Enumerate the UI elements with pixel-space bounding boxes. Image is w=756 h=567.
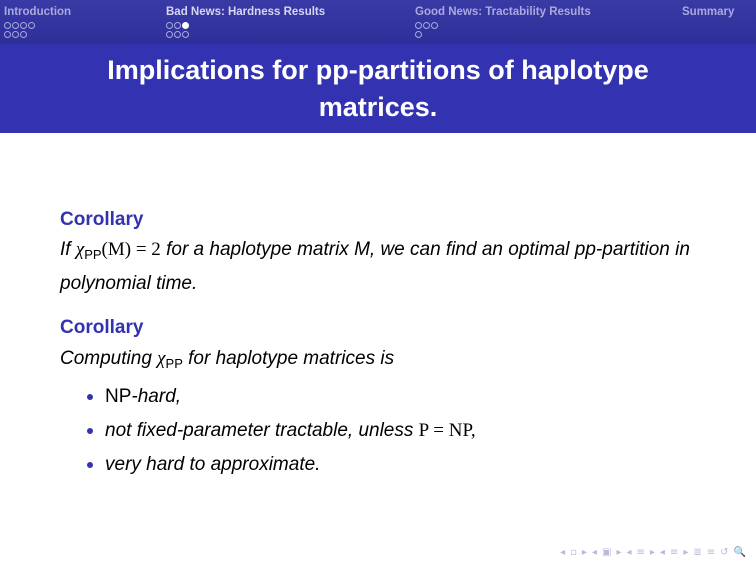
block-title: Corollary xyxy=(60,209,144,230)
section-navigation-bar xyxy=(0,0,756,44)
text: for haplotype matrices is xyxy=(188,348,395,369)
next-document-icon[interactable]: ▸ xyxy=(683,546,689,558)
frame-dot[interactable] xyxy=(4,31,11,38)
bullet-icon xyxy=(87,462,93,468)
nav-section-good-news[interactable] xyxy=(415,5,591,40)
chi-subscript: PP xyxy=(165,356,183,371)
text: for a haplotype matrix M, we can find an optimal pp-partition in polynomial time. xyxy=(60,239,690,294)
chi-symbol: χ xyxy=(157,348,166,369)
frame-title: Implications for pp-partitions of haplotype matrices. xyxy=(107,54,649,122)
next-subsection-icon[interactable]: ▸ xyxy=(616,546,622,558)
frame-icon[interactable]: ▫ xyxy=(570,546,577,558)
nav-section-bad-news[interactable] xyxy=(166,5,325,40)
text: Computing xyxy=(60,348,152,369)
text: If xyxy=(60,239,71,260)
prev-subsection-icon[interactable]: ◂ xyxy=(591,546,597,558)
prev-document-icon[interactable]: ◂ xyxy=(659,546,665,558)
block-body xyxy=(60,235,710,298)
search-icon[interactable]: 🔍 xyxy=(733,546,746,558)
item-text: -hard, xyxy=(131,386,182,407)
frame-dot[interactable] xyxy=(12,22,19,29)
frame-dot[interactable] xyxy=(174,22,181,29)
frame-dot[interactable] xyxy=(431,22,438,29)
frame-dot[interactable] xyxy=(166,31,173,38)
outline-icon[interactable]: ≡ xyxy=(706,546,716,558)
block-body xyxy=(60,344,710,378)
beamer-navigation-controls xyxy=(560,545,746,559)
corollary-block-1 xyxy=(60,208,710,298)
document-icon[interactable]: ≡ xyxy=(669,546,679,558)
item-text: very hard to approximate. xyxy=(105,454,321,475)
math-expression: (M) = 2 xyxy=(101,239,161,260)
item-math: P = NP, xyxy=(418,420,476,441)
list-item xyxy=(60,414,710,448)
bullet-icon xyxy=(87,428,93,434)
frame-dot[interactable] xyxy=(415,22,422,29)
nav-section-title[interactable]: Introduction xyxy=(4,6,72,18)
bullet-icon xyxy=(87,394,93,400)
next-section-icon[interactable]: ▸ xyxy=(649,546,655,558)
item-text: not fixed-parameter tractable, unless xyxy=(105,420,419,441)
frame-dot[interactable] xyxy=(12,31,19,38)
chi-symbol: χ xyxy=(75,239,85,260)
frame-dot[interactable] xyxy=(4,22,11,29)
nav-frame-dots xyxy=(415,22,591,40)
nav-section-title[interactable]: Good News: Tractability Results xyxy=(415,6,591,18)
nav-section-summary[interactable] xyxy=(682,5,734,19)
nav-section-introduction[interactable] xyxy=(4,5,71,40)
list-item xyxy=(60,448,710,482)
current-frame-dot[interactable] xyxy=(182,22,189,29)
back-icon[interactable]: ↺ xyxy=(720,546,729,558)
frame-title-band xyxy=(0,44,756,133)
appendix-icon[interactable]: ≣ xyxy=(693,546,702,558)
nav-frame-dots xyxy=(166,22,325,40)
nav-frame-dots xyxy=(4,22,71,40)
frame-dot[interactable] xyxy=(166,22,173,29)
chi-subscript: PP xyxy=(84,247,102,262)
corollary-list xyxy=(60,380,710,482)
subsection-icon[interactable]: ▣ xyxy=(601,546,612,558)
item-math: NP xyxy=(105,386,132,407)
block-title: Corollary xyxy=(60,317,144,338)
corollary-block-2 xyxy=(60,316,710,482)
frame-dot[interactable] xyxy=(20,31,27,38)
next-frame-icon[interactable]: ▸ xyxy=(581,546,587,558)
frame-dot[interactable] xyxy=(174,31,181,38)
frame-dot[interactable] xyxy=(182,31,189,38)
list-item xyxy=(60,380,710,414)
frame-dot[interactable] xyxy=(28,22,35,29)
frame-dot[interactable] xyxy=(423,22,430,29)
section-icon[interactable]: ≡ xyxy=(636,546,645,558)
nav-section-title[interactable]: Bad News: Hardness Results xyxy=(166,6,326,18)
nav-section-title[interactable]: Summary xyxy=(682,6,735,18)
frame-dot[interactable] xyxy=(415,31,422,38)
prev-section-icon[interactable]: ◂ xyxy=(626,546,632,558)
prev-frame-icon[interactable]: ◂ xyxy=(560,546,566,558)
frame-dot[interactable] xyxy=(20,22,27,29)
